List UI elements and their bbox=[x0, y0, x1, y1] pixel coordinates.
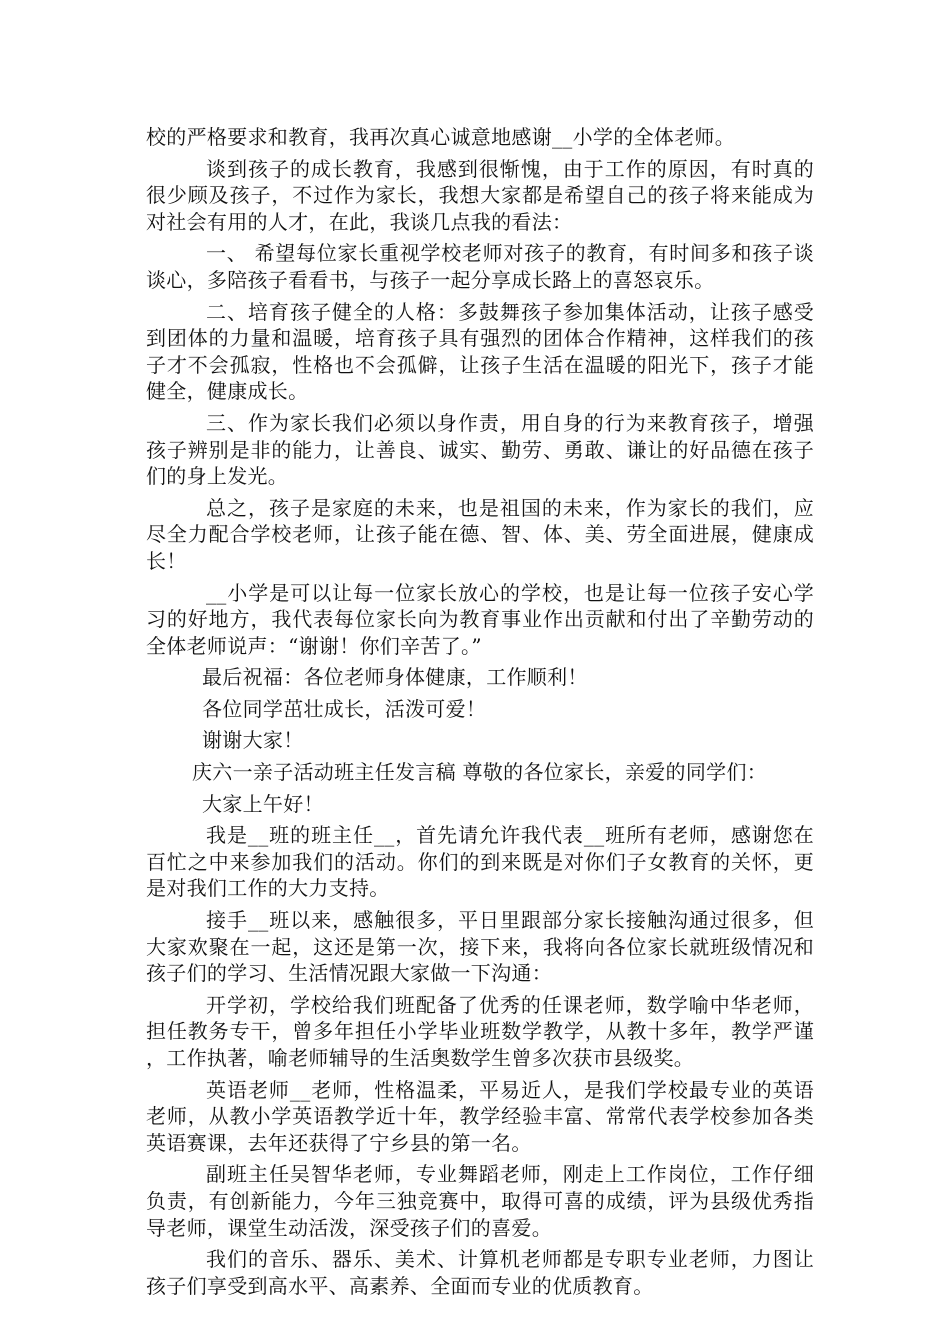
paragraph-point-three: 三、作为家长我们必须以身作责，用自身的行为来教育孩子，增强孩子辨别是非的能力，让善良、诚实、勤劳、勇敢、谦让的好品德在孩子们的身上发光。 bbox=[146, 410, 814, 489]
paragraph-vice-head-teacher: 副班主任吴智华老师，专业舞蹈老师，刚走上工作岗位，工作仔细负责，有创新能力，今年三独竞赛中，取得可喜的成绩，评为县级优秀指导老师，课堂生动活泼，深受孩子们的喜爱。 bbox=[146, 1162, 814, 1240]
paragraph-growth-education: 谈到孩子的成长教育，我感到很惭愧，由于工作的原因，有时真的很少顾及孩子，不过作为家长，我想大家都是希望自己的孩子将来能成为对社会有用的人才，在此，我谈几点我的看法： bbox=[146, 156, 814, 234]
paragraph-math-teacher: 开学初，学校给我们班配备了优秀的任课老师，数学喻中华老师，担任教务专干，曾多年担任小学毕业班数学教学，从教十多年，教学严谨，工作执著，喻老师辅导的生活奥数学生曾多次获市县级奖。 bbox=[146, 992, 814, 1070]
paragraph-specialist-teachers: 我们的音乐、器乐、美术、计算机老师都是专职专业老师，力图让孩子们享受到高水平、高素养、全面而专业的优质教育。 bbox=[146, 1247, 814, 1298]
paragraph-continuation: 校的严格要求和教育，我再次真心诚意地感谢__小学的全体老师。 bbox=[146, 125, 735, 149]
paragraph-school-thanks: __小学是可以让每一位家长放心的学校，也是让每一位孩子安心学习的好地方，我代表每位家长向为教育事业作出贡献和付出了辛勤劳动的全体老师说声：“谢谢！你们辛苦了。” bbox=[146, 580, 814, 658]
paragraph-point-two: 二、培育孩子健全的人格：多鼓舞孩子参加集体活动，让孩子感受到团体的力量和温暖，培育孩子具有强烈的团体合作精神，这样我们的孩子才不会孤寂，性格也不会孤僻，让孩子生活在温暖的阳光下，孩子才能健全，健康成长。 bbox=[146, 299, 814, 404]
paragraph-final-wishes: 最后祝福：各位老师身体健康，工作顺利！ bbox=[202, 665, 588, 690]
paragraph-introduction: 我是__班的班主任__，首先请允许我代表__班所有老师，感谢您在百忙之中来参加我们的活动。你们的到来既是对你们子女教育的关怀，更是对我们工作的大力支持。 bbox=[146, 823, 814, 901]
paragraph-english-teacher: 英语老师__老师，性格温柔，平易近人，是我们学校最专业的英语老师，从教小学英语教学近十年，教学经验丰富、常常代表学校参加各类英语赛课，去年还获得了宁乡县的第一名。 bbox=[146, 1077, 814, 1155]
speech-title: 庆六一亲子活动班主任发言稿 尊敬的各位家长，亲爱的同学们： bbox=[192, 760, 768, 785]
paragraph-thank-you: 谢谢大家！ bbox=[202, 728, 304, 753]
paragraph-student-wishes: 各位同学茁壮成长，活泼可爱！ bbox=[202, 696, 487, 721]
paragraph-class-overview: 接手__班以来，感触很多，平日里跟部分家长接触沟通过很多，但大家欢聚在一起，这还是第一次，接下来，我将向各位家长就班级情况和孩子们的学习、生活情况跟大家做一下沟通： bbox=[146, 908, 814, 986]
paragraph-point-one: 一、 希望每位家长重视学校老师对孩子的教育，有时间多和孩子谈谈心，多陪孩子看看书，与孩子一起分享成长路上的喜怒哀乐。 bbox=[146, 241, 814, 292]
paragraph-greeting: 大家上午好！ bbox=[202, 791, 324, 816]
paragraph-conclusion: 总之，孩子是家庭的未来，也是祖国的未来，作为家长的我们，应尽全力配合学校老师，让孩子能在德、智、体、美、劳全面进展，健康成长！ bbox=[146, 495, 814, 573]
document-page bbox=[146, 124, 814, 1299]
